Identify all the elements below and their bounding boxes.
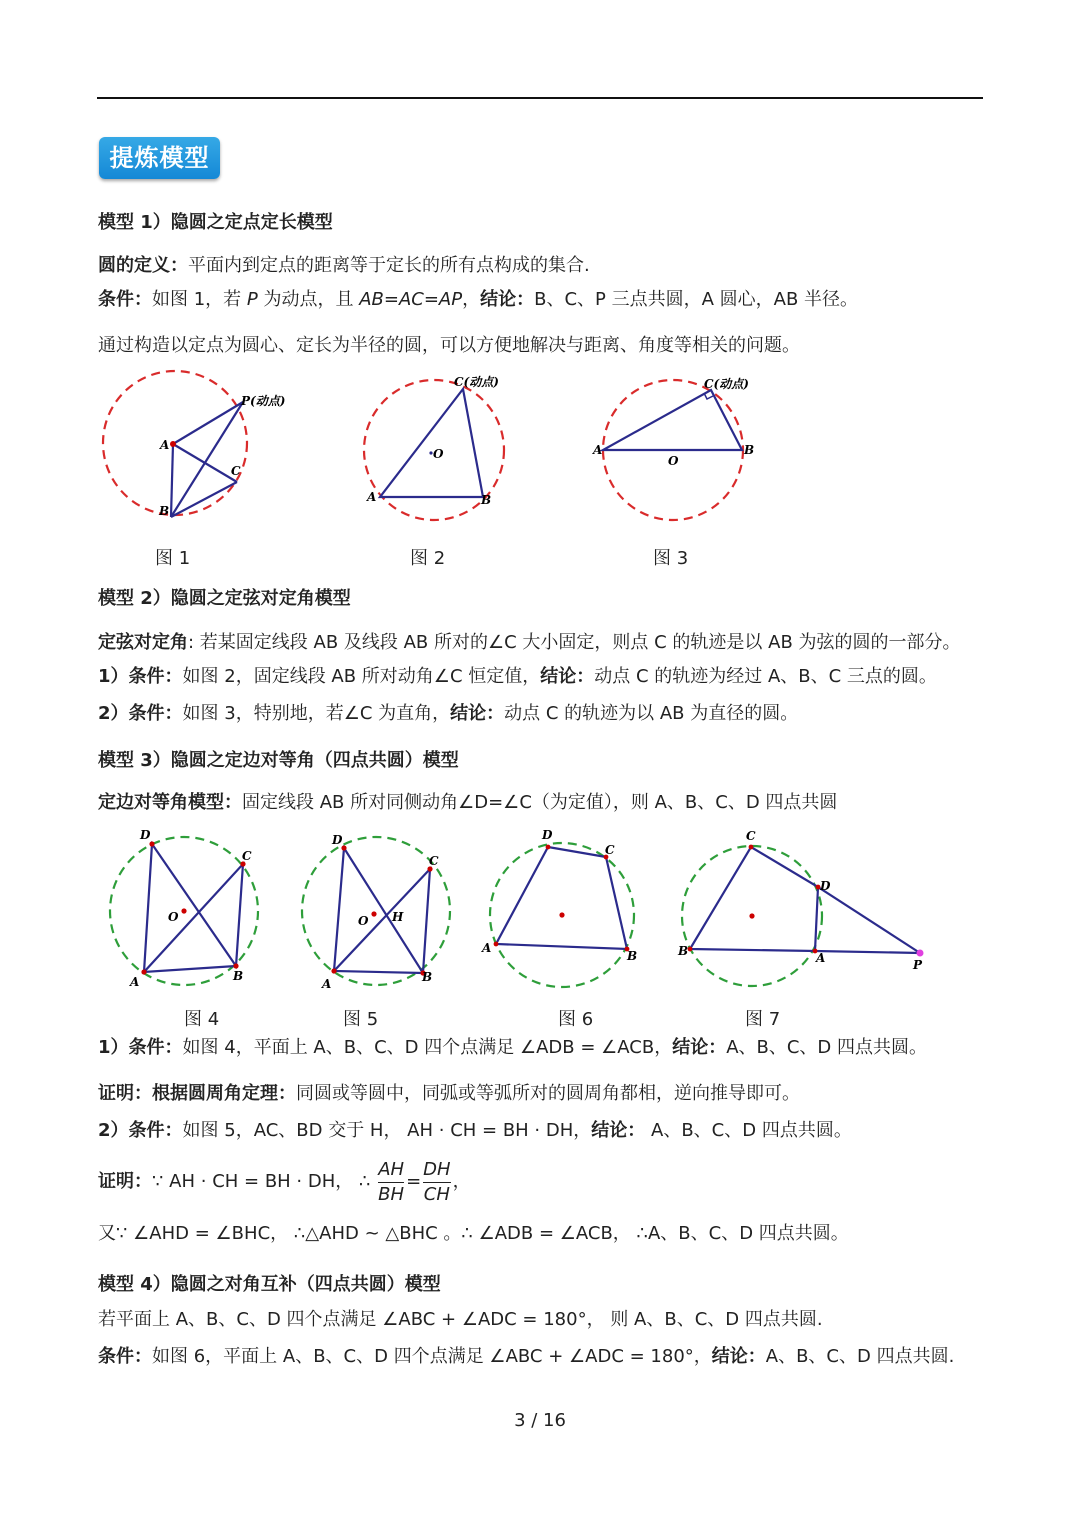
model3-proof-3: 又∵ ∠AHD = ∠BHC， ∴△AHD ~ △BHC 。∴ ∠ADB = ∠ACB， ∴A、B、C、D 四点共圆。 [98, 1223, 849, 1244]
model1-note: 通过构造以定点为圆心、定长为半径的圆，可以方便地解决与距离、角度等相关的问题。 [98, 335, 800, 356]
model3-title: 模型 3）隐圆之定边对等角（四点共圆）模型 [98, 750, 459, 771]
model2-def-text: : 若某固定线段 AB 及线段 AB 所对的∠C 大小固定，则点 C 的轨迹是以 AB 为弦的圆的一部分。 [188, 632, 961, 653]
fig6-label-A: A [482, 941, 492, 955]
fig4-label-B: B [233, 969, 244, 983]
model1-cond-text2: 为动点，且 [257, 289, 360, 310]
fig7-label-P: P [913, 958, 923, 972]
model3-c1-concl-label: 结论： [672, 1037, 727, 1058]
model3-proof1-label: 证明：根据圆周角定理： [98, 1083, 296, 1104]
fig7-label-C: C [746, 829, 756, 843]
model3-def-label: 定边对等角模型： [98, 792, 242, 813]
fig5-label-H: H [392, 910, 404, 924]
model2-c1-concl: 动点 C 的轨迹为经过 A、B、C 三点的圆。 [594, 666, 937, 687]
model1-concl-text: B、C、P 三点共圆，A 圆心，AB 半径。 [534, 289, 859, 310]
fig1-caption: 图 1 [155, 548, 191, 569]
figure-3 [590, 370, 765, 530]
model4-cond-text: 如图 6，平面上 A、B、C、D 四个点满足 ∠ABC + ∠ADC = 180°， [152, 1346, 712, 1367]
model1-def-text: 平面内到定点的距离等于定长的所有点构成的集合. [188, 255, 590, 276]
model3-c1-concl: A、B、C、D 四点共圆。 [726, 1037, 928, 1058]
fraction-ah-bh [378, 1158, 404, 1207]
fig5-label-C: C [429, 854, 439, 868]
fig3-caption: 图 3 [653, 548, 689, 569]
fig6-label-D: D [542, 828, 553, 842]
fig1-label-B: B [159, 504, 170, 518]
model3-condition-2 [98, 1119, 852, 1143]
model4-condition [98, 1345, 954, 1369]
model1-title: 模型 1）隐圆之定点定长模型 [98, 212, 333, 233]
model2-c1-text: 如图 2，固定线段 AB 所对动角∠C 恒定值， [182, 666, 541, 687]
header-rule [97, 97, 983, 99]
frac1-numerator: AH [378, 1158, 404, 1183]
model3-proof2-label: 证明： [98, 1171, 152, 1192]
model2-c2-label: 2）条件： [98, 703, 183, 724]
model2-def-label: 定弦对定角 [98, 632, 188, 653]
model4-statement: 若平面上 A、B、C、D 四个点满足 ∠ABC + ∠ADC = 180°， 则 A、B、C、D 四点共圆. [98, 1309, 823, 1330]
model1-cond-label: 条件： [98, 289, 152, 310]
model3-proof2-text2: ， [452, 1171, 471, 1192]
model3-proof1-text: 同圆或等圆中，同弧或等弧所对的圆周角都相，逆向推导即可。 [296, 1083, 800, 1104]
figure-6 [478, 825, 648, 995]
model2-definition [98, 631, 961, 655]
fig6-label-C: C [605, 843, 615, 857]
fig4-label-C: C [242, 849, 252, 863]
model2-condition-1 [98, 665, 937, 689]
fig7-label-D: D [820, 879, 831, 893]
model3-c1-label: 1）条件： [98, 1037, 183, 1058]
fraction-dh-ch [423, 1158, 450, 1207]
equals-sign: = [406, 1171, 422, 1192]
fig5-label-O: O [358, 914, 369, 928]
model2-c1-label: 1）条件： [98, 666, 183, 687]
fig5-label-B: B [422, 970, 433, 984]
fig3-label-O: O [668, 454, 679, 468]
section-badge: 提炼模型 [99, 137, 220, 179]
figure-5 [292, 825, 462, 995]
model2-c2-concl: 动点 C 的轨迹为以 AB 为直径的圆。 [504, 703, 799, 724]
model4-cond-label: 条件： [98, 1346, 152, 1367]
fig4-label-D: D [140, 828, 151, 842]
frac1-denominator: BH [378, 1183, 405, 1205]
figure-1 [95, 365, 286, 530]
fig6-label-B: B [627, 949, 638, 963]
model3-c1-text: 如图 4，平面上 A、B、C、D 四个点满足 ∠ADB = ∠ACB， [182, 1037, 673, 1058]
model1-def-label: 圆的定义： [98, 255, 188, 276]
frac2-denominator: CH [423, 1183, 450, 1205]
model4-concl-label: 结论： [711, 1346, 766, 1367]
model1-condition [98, 288, 858, 312]
model4-concl-text: A、B、C、D 四点共圆. [765, 1346, 955, 1367]
model3-def-text: 固定线段 AB 所对同侧动角∠D=∠C（为定值），则 A、B、C、D 四点共圆 [242, 792, 838, 813]
model2-condition-2 [98, 702, 798, 726]
fig2-caption: 图 2 [410, 548, 446, 569]
fig7-caption: 图 7 [745, 1009, 781, 1030]
model3-proof-2 [98, 1157, 471, 1207]
model3-c2-concl-label: 结论： [591, 1120, 646, 1141]
frac2-numerator: DH [423, 1158, 450, 1183]
model4-title: 模型 4）隐圆之对角互补（四点共圆）模型 [98, 1274, 441, 1295]
figure-7 [675, 825, 935, 995]
fig4-label-A: A [130, 975, 140, 989]
model3-condition-1 [98, 1036, 927, 1060]
fig3-label-C: C(动点) [704, 377, 749, 391]
fig1-label-P: P(动点) [241, 394, 286, 408]
figure-4 [100, 825, 270, 995]
model3-c2-text: 如图 5，AC、BD 交于 H， AH · CH = BH · DH， [182, 1120, 592, 1141]
page-number: 3 / 16 [514, 1410, 566, 1431]
fig5-label-A: A [322, 977, 332, 991]
model1-cond-P: P [246, 289, 258, 310]
fig2-label-O: O [433, 447, 444, 461]
model3-c2-concl: A、B、C、D 四点共圆。 [645, 1120, 852, 1141]
model2-title: 模型 2）隐圆之定弦对定角模型 [98, 588, 351, 609]
model1-definition [98, 254, 590, 278]
fig1-label-A: A [160, 438, 170, 452]
fig2-label-A: A [367, 490, 377, 504]
fig7-label-A: A [816, 951, 826, 965]
fig4-caption: 图 4 [184, 1009, 220, 1030]
model1-cond-text3: ， [462, 289, 481, 310]
fig5-label-D: D [332, 833, 343, 847]
fig5-caption: 图 5 [343, 1009, 379, 1030]
fig2-label-B: B [481, 493, 492, 507]
fig6-caption: 图 6 [558, 1009, 594, 1030]
model2-c1-concl-label: 结论： [540, 666, 595, 687]
model2-c2-concl-label: 结论： [450, 703, 505, 724]
model1-cond-text1: 如图 1，若 [152, 289, 247, 310]
fig1-label-C: C [231, 464, 241, 478]
fig4-label-O: O [168, 910, 179, 924]
figure-2 [355, 370, 520, 530]
model1-cond-eq: AB=AC=AP [359, 289, 463, 310]
model3-proof-1 [98, 1082, 800, 1106]
fig7-label-B: B [678, 944, 689, 958]
model1-concl-label: 结论： [480, 289, 535, 310]
model2-c2-text: 如图 3，特别地，若∠C 为直角， [182, 703, 451, 724]
fig2-label-C: C(动点) [454, 375, 499, 389]
fig3-label-A: A [593, 443, 603, 457]
model3-definition [98, 791, 837, 815]
fig3-label-B: B [744, 443, 755, 457]
model3-c2-label: 2）条件： [98, 1120, 183, 1141]
model3-proof2-text1: ∵ AH · CH = BH · DH， ∴ [152, 1171, 371, 1192]
